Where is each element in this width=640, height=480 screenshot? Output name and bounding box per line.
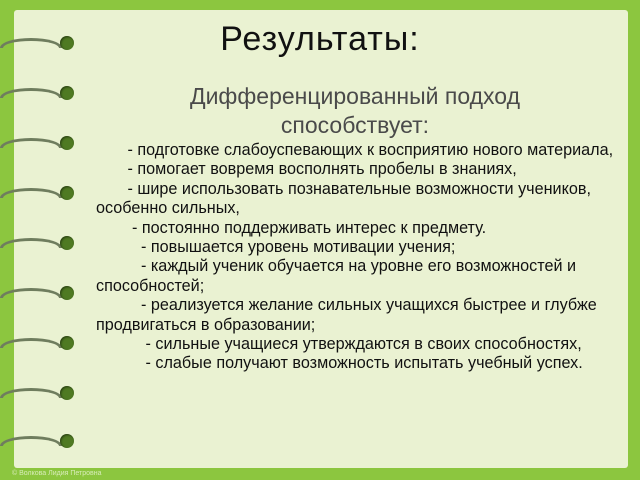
- list-item: - сильные учащиеся утверждаются в своих способностях,: [96, 335, 582, 354]
- list-item: - каждый ученик обучается на уровне его возможностей и способностей;: [96, 257, 581, 295]
- binding-ring: [0, 138, 84, 152]
- binding-ring: [0, 238, 84, 252]
- binding-ring: [0, 188, 84, 202]
- binding-ring: [0, 288, 84, 302]
- author-credit: © Волкова Лидия Петровна: [12, 470, 102, 477]
- list-item: - помогает вовремя восполнять пробелы в знаниях,: [96, 160, 517, 179]
- binding-ring: [0, 88, 84, 102]
- list-item: - подготовке слабоуспевающих к восприятию нового материала,: [96, 141, 614, 159]
- binding-ring: [0, 338, 84, 352]
- list-item: - шире использовать познавательные возможности учеников, особенно сильных,: [96, 179, 596, 218]
- results-list: [96, 141, 626, 374]
- list-item: - постоянно поддерживать интерес к предмету.: [96, 218, 487, 237]
- binding-ring: [0, 436, 84, 450]
- slide-title: Результаты:: [220, 20, 420, 58]
- list-item: - реализуется желание сильных учащихся быстрее и глубже продвигаться в образовании;: [96, 296, 602, 334]
- slide-subtitle: Дифференцированный подход способствует:: [190, 83, 520, 138]
- list-item: - повышается уровень мотивации учения;: [96, 238, 456, 257]
- binding-ring: [0, 388, 84, 402]
- list-item: - слабые получают возможность испытать учебный успех.: [96, 354, 583, 373]
